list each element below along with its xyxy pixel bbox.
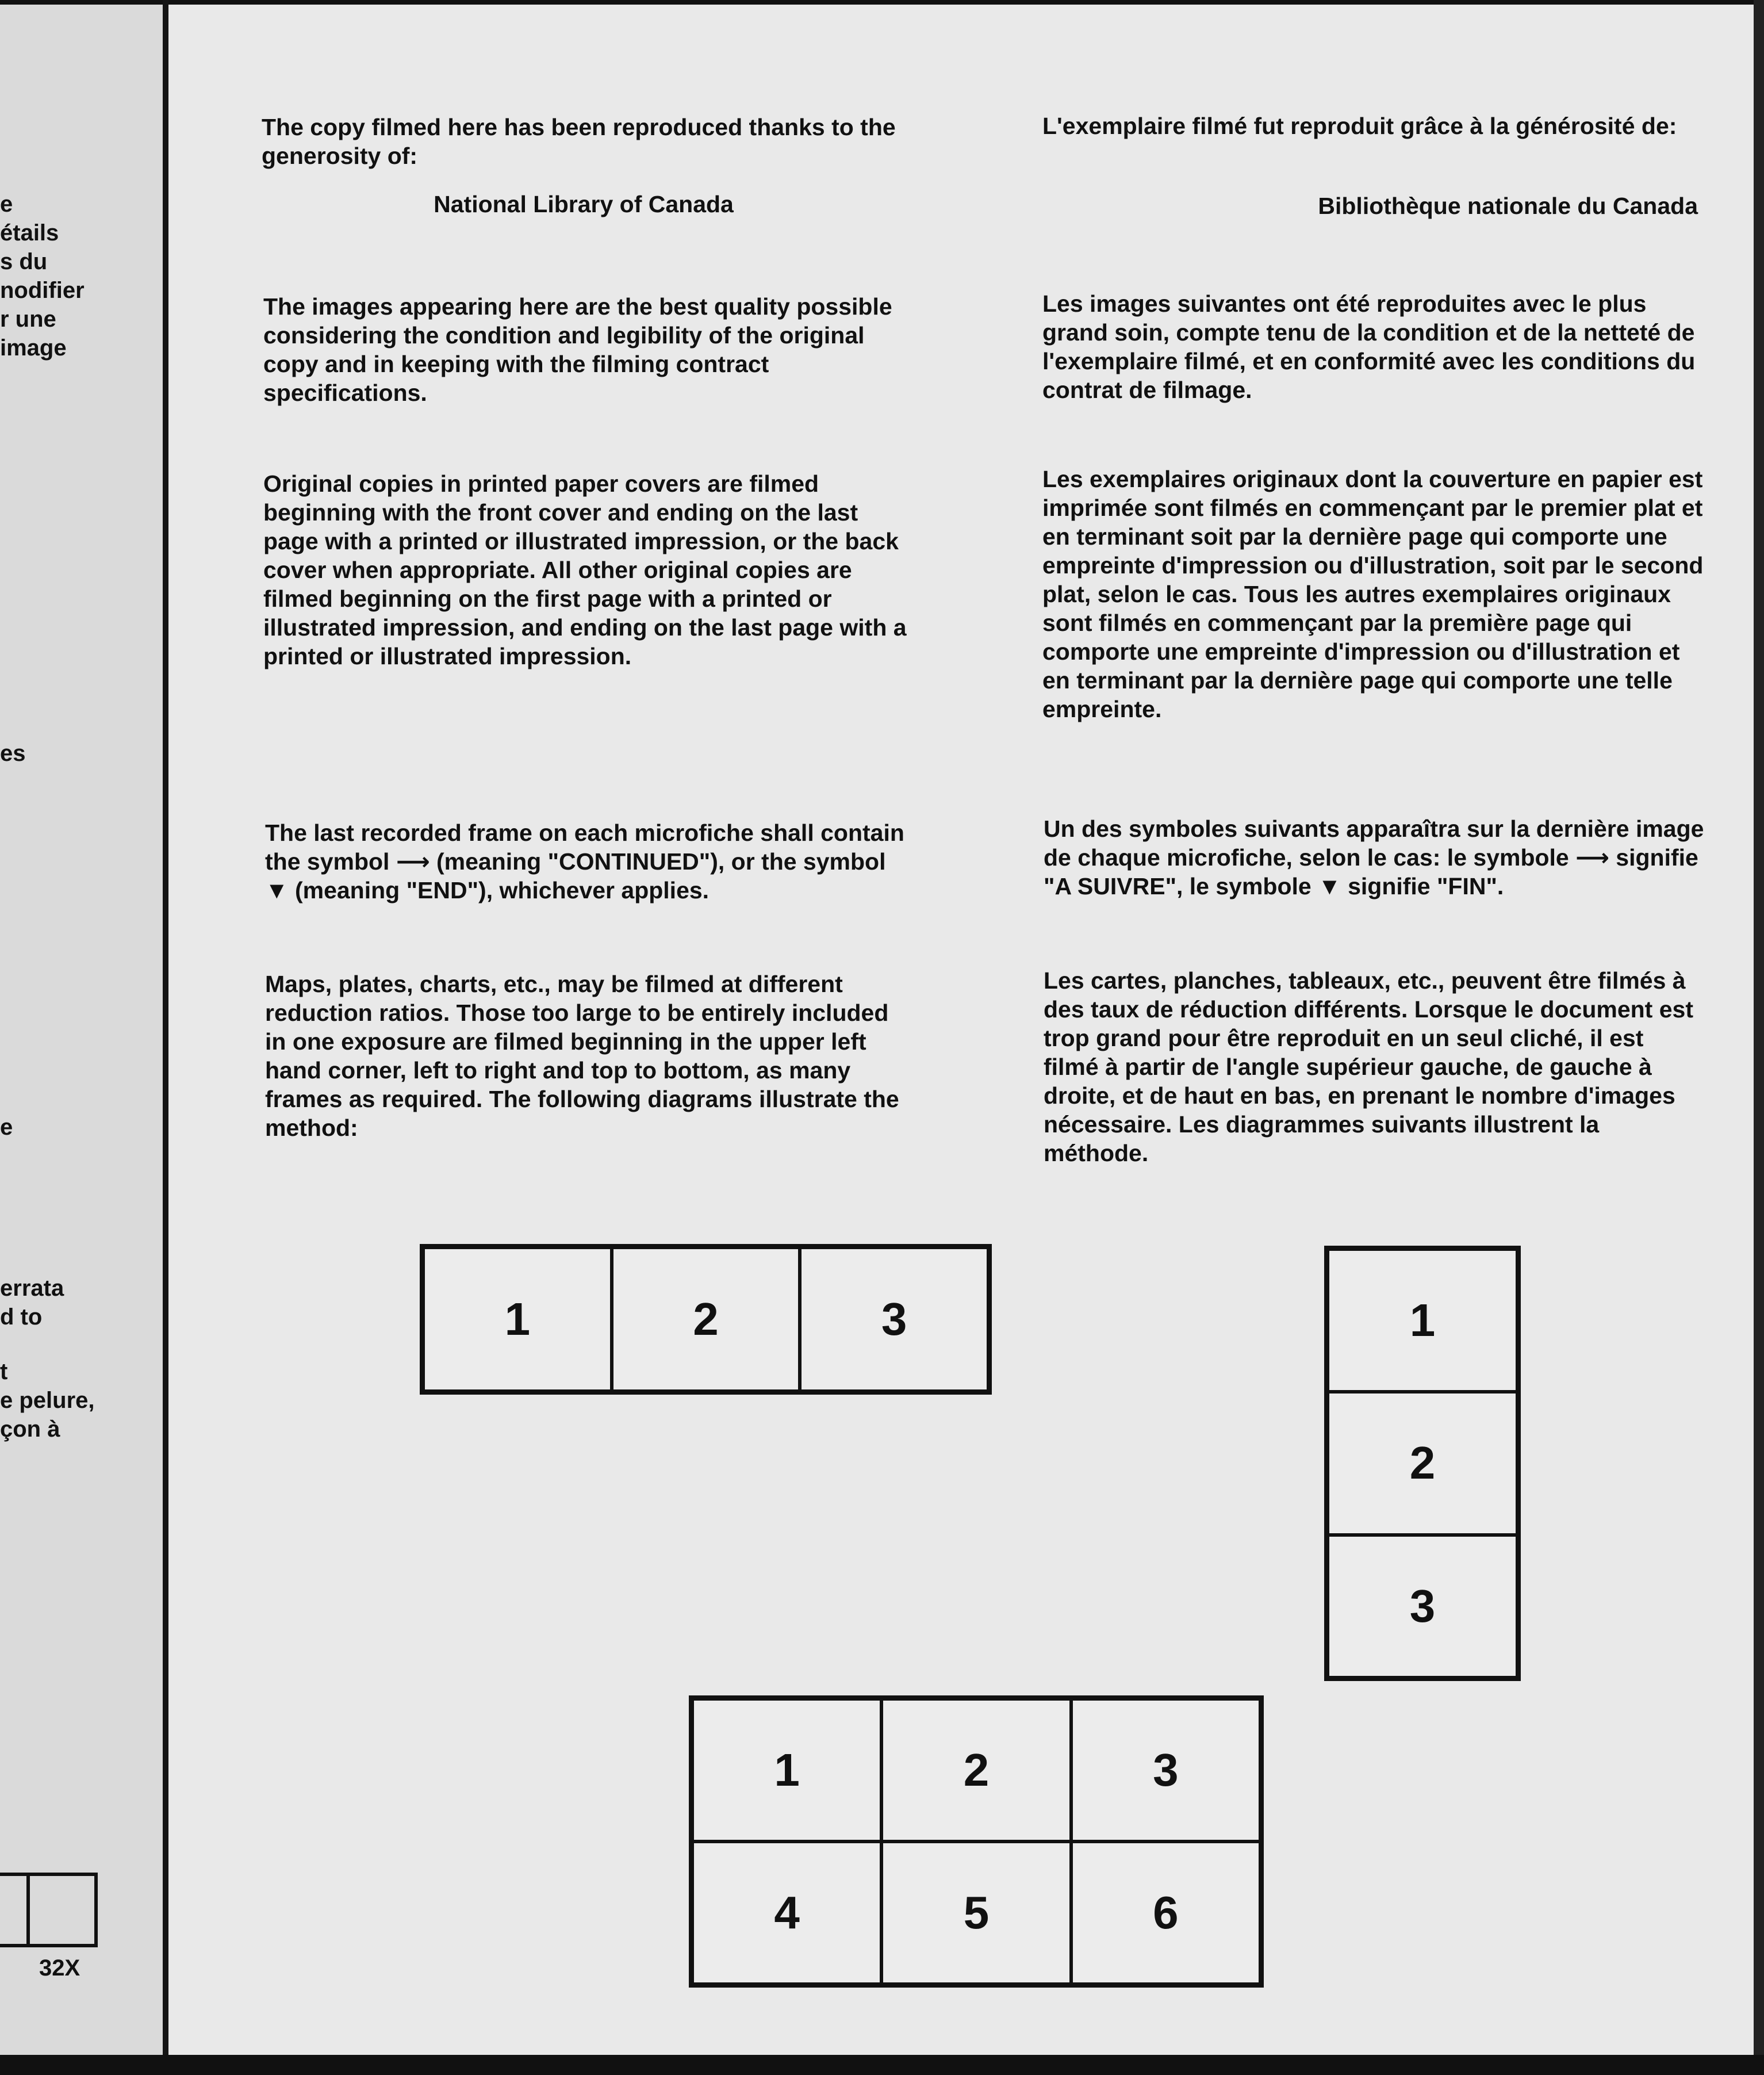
french-quality-paragraph: Les images suivantes ont été reproduites avec le plus grand soin, compte tenu de la condition et de la netteté de l'exemplaire filmé, et en conformité avec les conditions du contrat de filmage. — [1042, 290, 1696, 403]
frame-cell: 4 — [692, 1842, 881, 1984]
diagram-horizontal-three-frames — [420, 1244, 992, 1395]
left-fragment: e — [0, 1115, 13, 1140]
frame-cell: 6 — [1071, 1842, 1260, 1984]
left-fragment: d to — [0, 1304, 43, 1330]
reduction-label: 32X — [39, 1955, 80, 1981]
french-symbols-paragraph: Un des symboles suivants apparaîtra sur la dernière image de chaque microfiche, selon le cas: le symbole ⟶ signifie "A SUIVRE", le symbole ▼ signifie "FIN". — [1044, 816, 1704, 899]
french-covers-paragraph: Les exemplaires originaux dont la couverture en papier est imprimée sont filmés en commençant par le premier plat et en terminant soit par la dernière page qui comporte une empreinte d'impression ou d'illustration, soit par le second plat, selon le cas. Tous les autres exemplaires originaux sont filmés en commençant par la première page qui comporte une empreinte d'impression ou d'illustration et en terminant par la dernière page qui comporte une telle empreinte. — [1042, 466, 1704, 722]
english-symbols-paragraph: The last recorded frame on each microfiche shall contain the symbol ⟶ (meaning "CONTINUED"), or the symbol ▼ (meaning "END"), whichever applies. — [265, 820, 904, 903]
frame-cell: 1 — [692, 1699, 881, 1842]
left-fragment: r une — [0, 307, 56, 332]
english-quality-paragraph: The images appearing here are the best quality possible considering the condition and legibility of the original copy and in keeping with the filming contract specifications. — [263, 293, 892, 406]
left-fragment: e pelure, — [0, 1388, 95, 1413]
film-border-right — [1754, 0, 1764, 2075]
adjacent-page-strip — [0, 5, 163, 2055]
english-thanks: The copy filmed here has been reproduced thanks to the generosity of: — [262, 114, 896, 169]
frame-cell: 2 — [1328, 1392, 1517, 1534]
frame-cell: 3 — [1328, 1535, 1517, 1678]
left-fragment: s du — [0, 249, 48, 274]
frame-cell: 5 — [881, 1842, 1071, 1984]
left-fragment: çon à — [0, 1416, 60, 1442]
left-fragment: t — [0, 1359, 8, 1384]
microfiche-target-page — [168, 5, 1754, 2055]
english-covers-paragraph: Original copies in printed paper covers are filmed beginning with the front cover and ending on the last page with a printed or illustrated impression, or the back cover when appropriate. All other original copies are filmed beginning on the first page with a printed or illustrated impression, and ending on the last page with a printed or illustrated impression. — [263, 470, 907, 669]
film-border-top — [0, 0, 1764, 5]
frame-cell: 2 — [612, 1247, 800, 1391]
reduction-scale-box — [0, 1873, 98, 1947]
left-fragment: image — [0, 335, 67, 361]
frame-cell: 2 — [881, 1699, 1071, 1842]
diagram-vertical-three-frames — [1324, 1246, 1521, 1681]
english-institution: National Library of Canada — [434, 191, 734, 217]
left-fragment: étails — [0, 220, 59, 246]
french-maps-paragraph: Les cartes, planches, tableaux, etc., peuvent être filmés à des taux de réduction différents. Lorsque le document est trop grand pour être reproduit en un seul cliché, il est filmé à partir de l'angle supérieur gauche, de gauche à droite, et de haut en bas, en prenant le nombre d'images nécessaire. Les diagrammes suivants illustrent la méthode. — [1044, 967, 1693, 1166]
english-maps-paragraph: Maps, plates, charts, etc., may be filmed at different reduction ratios. Those too large to be entirely included in one exposure are filmed beginning in the upper left hand corner, left to right and top to bottom, as many frames as required. The following diagrams illustrate the method: — [265, 971, 899, 1141]
frame-cell: 3 — [800, 1247, 988, 1391]
left-fragment: errata — [0, 1276, 64, 1301]
french-thanks: L'exemplaire filmé fut reproduit grâce à la générosité de: — [1042, 113, 1677, 139]
left-fragment: es — [0, 741, 26, 766]
diagram-grid-six-frames — [689, 1695, 1264, 1988]
left-fragment: nodifier — [0, 278, 85, 303]
page-fold-shadow — [163, 0, 168, 2055]
french-institution: Bibliothèque nationale du Canada — [1318, 193, 1698, 219]
frame-cell: 3 — [1071, 1699, 1260, 1842]
left-fragment: e — [0, 192, 13, 217]
frame-cell: 1 — [423, 1247, 612, 1391]
frame-cell: 1 — [1328, 1249, 1517, 1392]
film-border-bottom — [0, 2055, 1764, 2075]
